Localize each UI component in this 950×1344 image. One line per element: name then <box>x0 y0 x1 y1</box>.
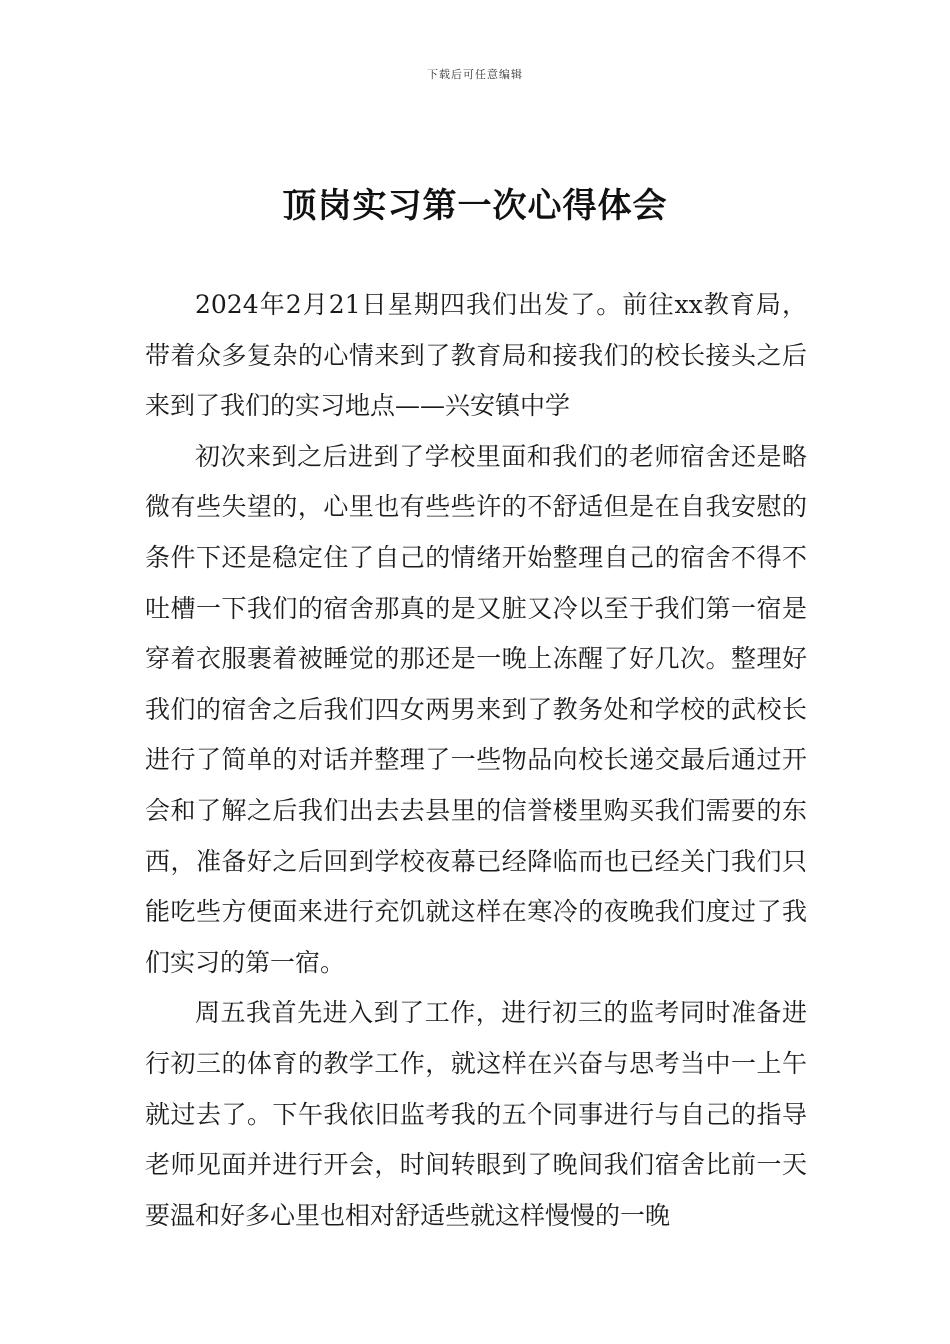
header-note: 下载后可任意编辑 <box>427 68 523 81</box>
document-body <box>145 280 807 1241</box>
paragraph-1: 2024年2月21日星期四我们出发了。前往xx教育局，带着众多复杂的心情来到了教育局和接我们的校长接头之后来到了我们的实习地点——兴安镇中学 <box>145 290 807 421</box>
document-title: 顶岗实习第一次心得体会 <box>282 186 668 226</box>
paragraph-2: 初次来到之后进到了学校里面和我们的老师宿舍还是略微有些失望的，心里也有些些许的不舒适但是在自我安慰的条件下还是稳定住了自己的情绪开始整理自己的宿舍不得不吐槽一下我们的宿舍那真的是又脏又冷以至于我们第一宿是穿着衣服裹着被睡觉的那还是一晚上冻醒了好几次。整理好我们的宿舍之后我们四女两男来到了教务处和学校的武校长进行了简单的对话并整理了一些物品向校长递交最后通过开会和了解之后我们出去去县里的信誉楼里购买我们需要的东西，准备好之后回到学校夜幕已经降临而也已经关门我们只能吃些方便面来进行充饥就这样在寒冷的夜晚我们度过了我们实习的第一宿。 <box>145 441 807 977</box>
paragraph-3: 周五我首先进入到了工作，进行初三的监考同时准备进行初三的体育的教学工作，就这样在兴奋与思考当中一上午就过去了。下午我依旧监考我的五个同事进行与自己的指导老师见面并进行开会，时间转眼到了晚间我们宿舍比前一天要温和好多心里也相对舒适些就这样慢慢的一晚 <box>145 998 807 1230</box>
